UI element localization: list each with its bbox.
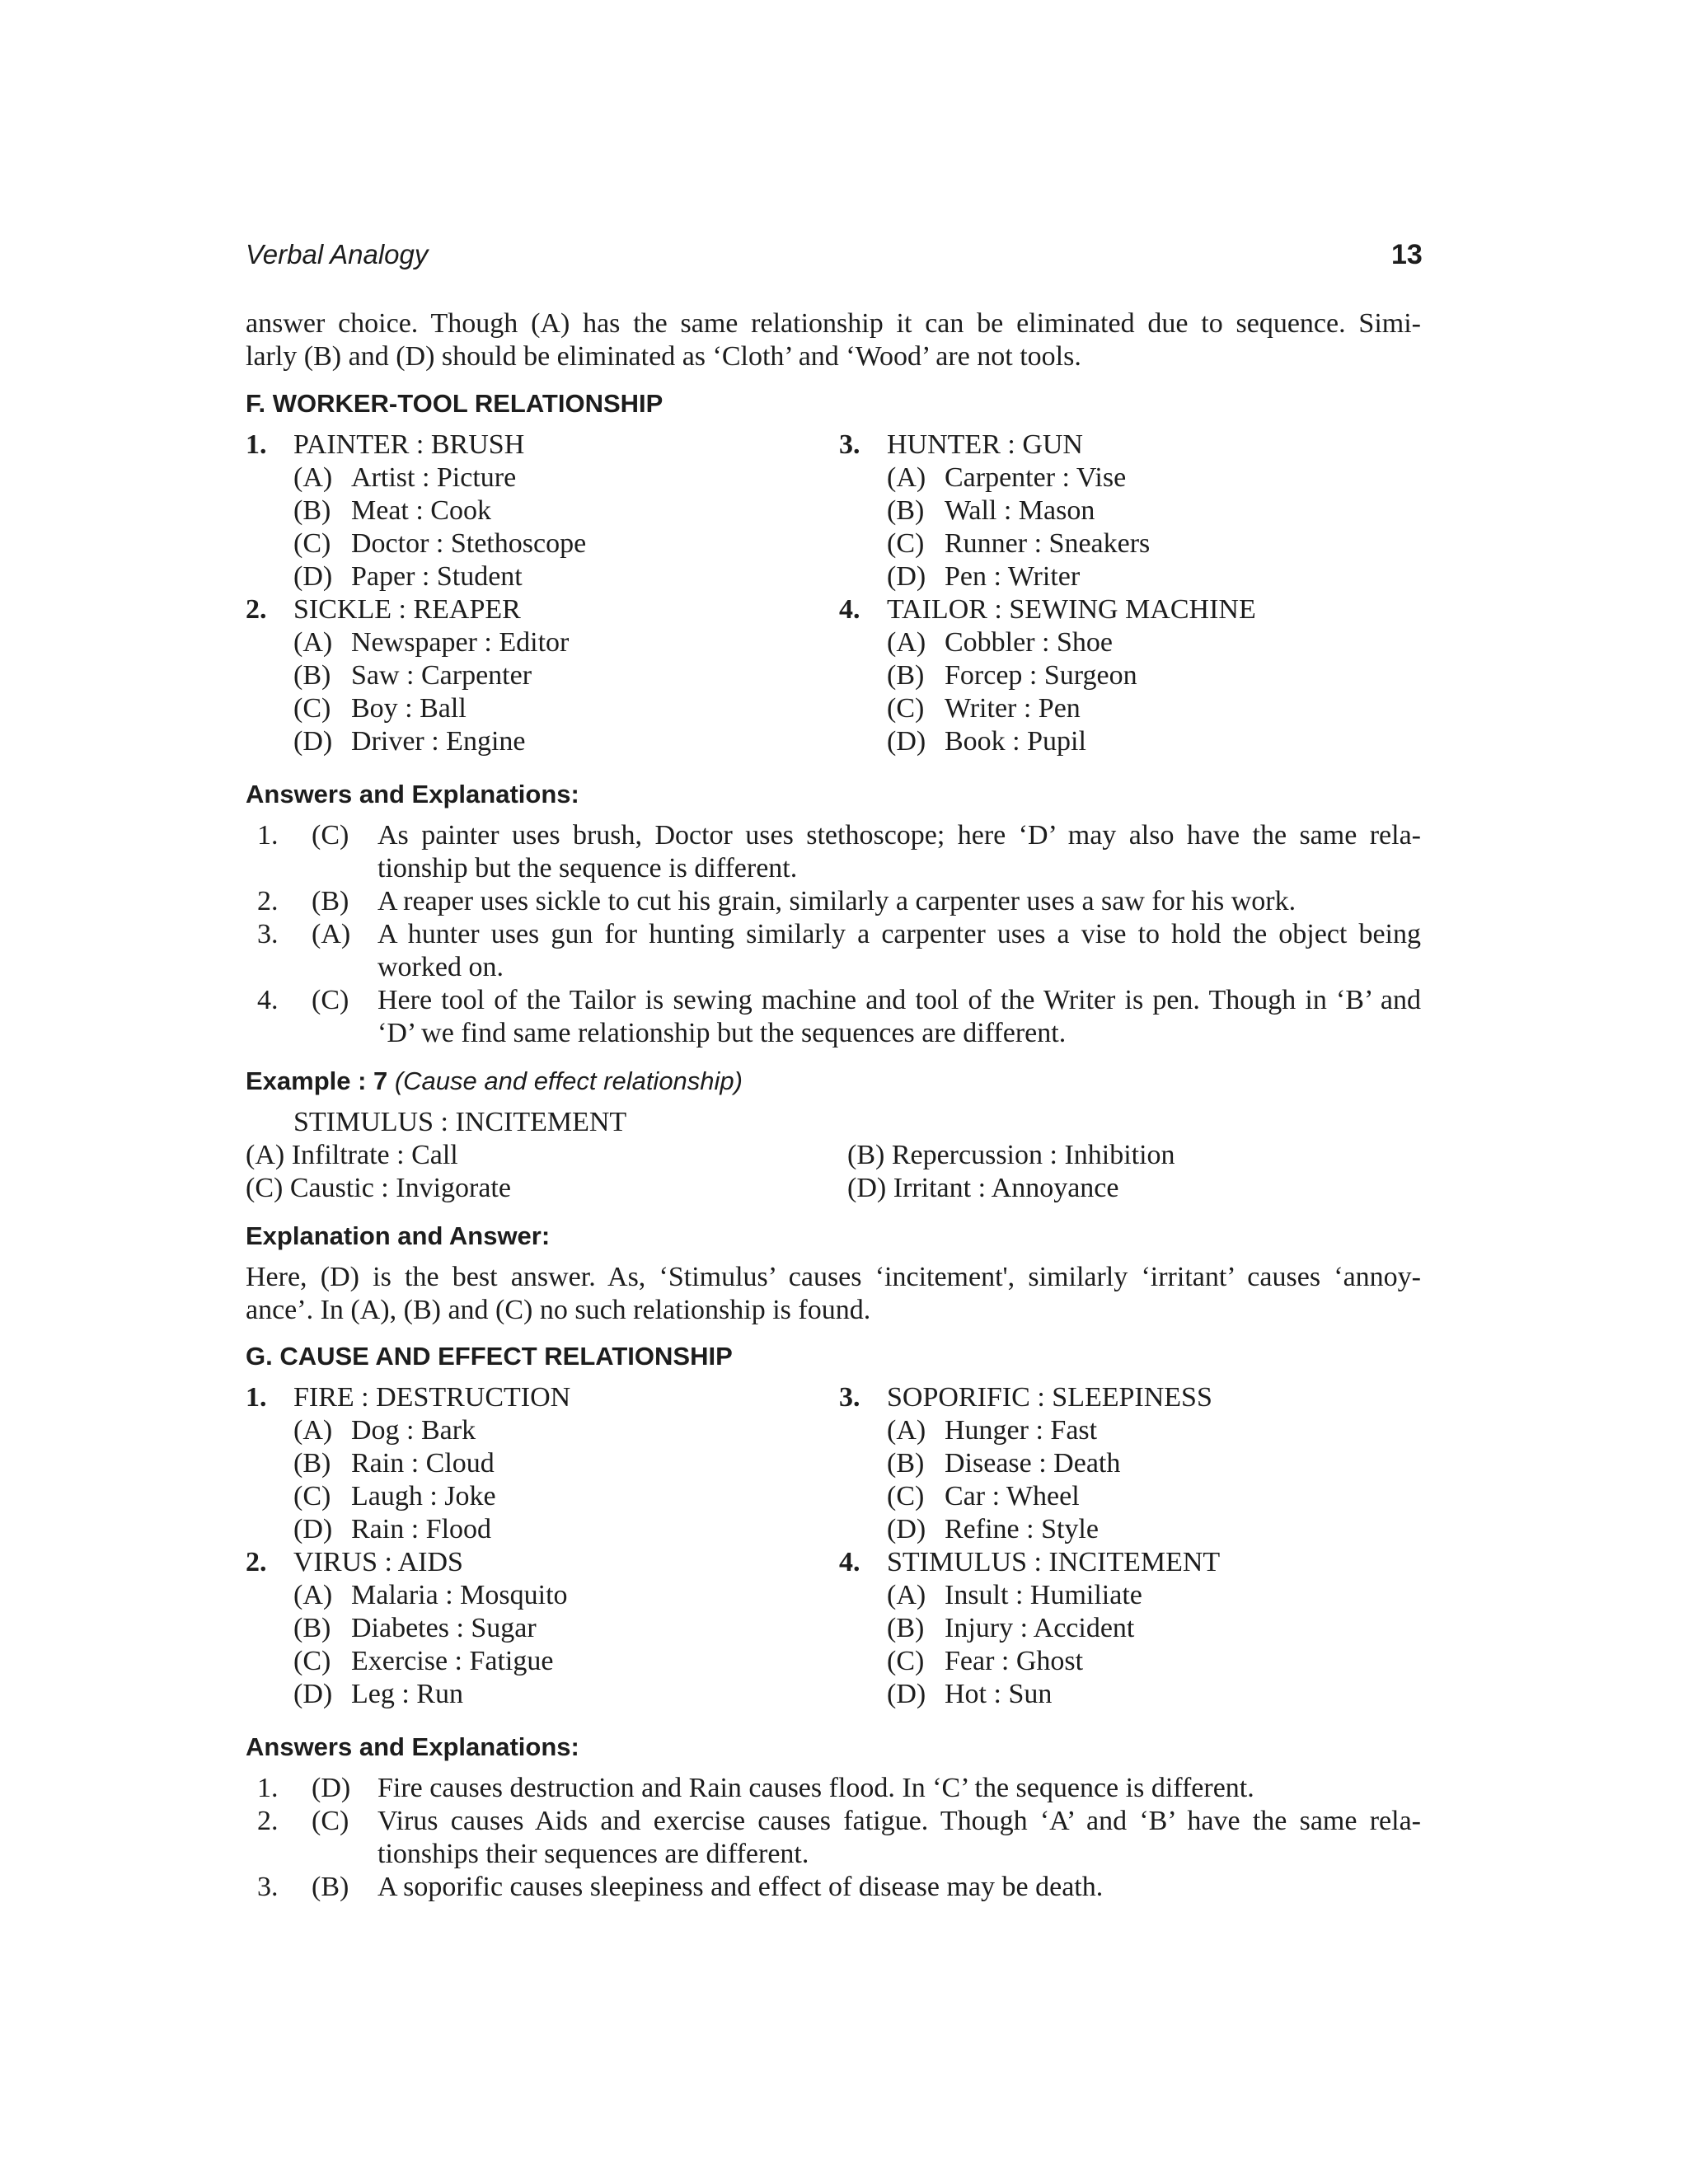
- example-stem: STIMULUS : INCITEMENT: [293, 1107, 627, 1137]
- option-letter: (D): [293, 561, 333, 592]
- option-letter: (D): [887, 561, 926, 592]
- option-text: Hunger : Fast: [945, 1415, 1098, 1446]
- option-text: Meat : Cook: [351, 495, 491, 526]
- answer-text: A reaper uses sickle to cut his grain, similarly a carpenter uses a saw for his work.: [377, 886, 1296, 916]
- intro-line-1: answer choice. Though (A) has the same relationship it can be eliminated due to sequence. Simi-: [246, 308, 1421, 339]
- answer-text-cont: worked on.: [377, 952, 504, 982]
- example-option-c: (C) Caustic : Invigorate: [246, 1173, 511, 1203]
- answer-number: 3.: [257, 919, 279, 949]
- answer-number: 3.: [257, 1872, 279, 1902]
- option-text: Injury : Accident: [945, 1613, 1135, 1643]
- section-f-heading: F. WORKER-TOOL RELATIONSHIP: [246, 389, 663, 418]
- option-letter: (A): [293, 1415, 333, 1446]
- option-text: Doctor : Stethoscope: [351, 528, 587, 559]
- option-letter: (A): [887, 1415, 926, 1446]
- option-letter: (D): [293, 1514, 333, 1544]
- option-text: Driver : Engine: [351, 726, 526, 757]
- option-text: Diabetes : Sugar: [351, 1613, 537, 1643]
- question-stem: TAILOR : SEWING MACHINE: [887, 594, 1256, 625]
- answer-choice: (A): [312, 919, 351, 949]
- option-text: Wall : Mason: [945, 495, 1095, 526]
- option-letter: (A): [887, 627, 926, 658]
- option-text: Newspaper : Editor: [351, 627, 570, 658]
- option-text: Rain : Cloud: [351, 1448, 495, 1479]
- example-label: Example : 7: [246, 1066, 388, 1095]
- answer-choice: (C): [312, 985, 349, 1015]
- answer-text: As painter uses brush, Doctor uses stethoscope; here ‘D’ may also have the same rela-: [377, 820, 1421, 851]
- option-letter: (A): [293, 462, 333, 493]
- option-text: Insult : Humiliate: [945, 1580, 1142, 1610]
- section-g-answers-heading: Answers and Explanations:: [246, 1732, 579, 1761]
- page-number: 13: [1391, 239, 1423, 270]
- example-option-a: (A) Infiltrate : Call: [246, 1140, 458, 1170]
- answer-choice: (D): [312, 1773, 351, 1803]
- option-letter: (B): [887, 1448, 925, 1479]
- answer-choice: (B): [312, 1872, 349, 1902]
- option-letter: (C): [293, 1481, 331, 1511]
- question-stem: SICKLE : REAPER: [293, 594, 521, 625]
- answer-text-cont: tionship but the sequence is different.: [377, 853, 798, 883]
- option-letter: (B): [887, 1613, 925, 1643]
- option-text: Cobbler : Shoe: [945, 627, 1113, 658]
- option-text: Disease : Death: [945, 1448, 1121, 1479]
- answer-number: 4.: [257, 985, 279, 1015]
- question-number: 4.: [839, 594, 860, 625]
- option-letter: (B): [293, 495, 331, 526]
- question-stem: PAINTER : BRUSH: [293, 429, 525, 460]
- option-letter: (B): [293, 1448, 331, 1479]
- option-letter: (D): [887, 1514, 926, 1544]
- question-stem: FIRE : DESTRUCTION: [293, 1382, 571, 1413]
- answer-text-cont: tionships their sequences are different.: [377, 1839, 809, 1869]
- question-number: 1.: [246, 1382, 267, 1413]
- option-letter: (D): [887, 1679, 926, 1709]
- option-letter: (C): [887, 528, 925, 559]
- question-stem: STIMULUS : INCITEMENT: [887, 1547, 1221, 1577]
- option-text: Boy : Ball: [351, 693, 467, 724]
- answer-text: A hunter uses gun for hunting similarly a carpenter uses a vise to hold the object being: [377, 919, 1421, 949]
- example-option-d: (D) Irritant : Annoyance: [847, 1173, 1119, 1203]
- option-letter: (B): [293, 1613, 331, 1643]
- example-subtitle: (Cause and effect relationship): [394, 1066, 743, 1095]
- section-f-answers-heading: Answers and Explanations:: [246, 780, 579, 808]
- option-letter: (C): [887, 1646, 925, 1676]
- option-text: Writer : Pen: [945, 693, 1081, 724]
- option-letter: (C): [293, 528, 331, 559]
- question-stem: HUNTER : GUN: [887, 429, 1083, 460]
- answer-choice: (B): [312, 886, 349, 916]
- option-letter: (C): [293, 693, 331, 724]
- answer-text: Here tool of the Tailor is sewing machine and tool of the Writer is pen. Though in ‘B’ and: [377, 985, 1421, 1015]
- question-number: 2.: [246, 1547, 267, 1577]
- option-text: Book : Pupil: [945, 726, 1086, 757]
- answer-number: 2.: [257, 1806, 279, 1836]
- answer-text-cont: ‘D’ we find same relationship but the sequences are different.: [377, 1018, 1067, 1048]
- option-letter: (D): [293, 1679, 333, 1709]
- option-text: Hot : Sun: [945, 1679, 1053, 1709]
- running-title: Verbal Analogy: [246, 239, 429, 269]
- option-letter: (C): [887, 1481, 925, 1511]
- option-text: Paper : Student: [351, 561, 523, 592]
- answer-number: 1.: [257, 1773, 279, 1803]
- option-text: Rain : Flood: [351, 1514, 492, 1544]
- option-letter: (B): [887, 660, 925, 691]
- question-number: 3.: [839, 1382, 860, 1413]
- option-letter: (A): [887, 1580, 926, 1610]
- question-number: 3.: [839, 429, 860, 460]
- answer-text: Virus causes Aids and exercise causes fatigue. Though ‘A’ and ‘B’ have the same rela-: [377, 1806, 1421, 1836]
- answer-text: A soporific causes sleepiness and effect of disease may be death.: [377, 1872, 1104, 1902]
- answer-number: 1.: [257, 820, 279, 851]
- option-text: Exercise : Fatigue: [351, 1646, 554, 1676]
- intro-line-2: larly (B) and (D) should be eliminated as ‘Cloth’ and ‘Wood’ are not tools.: [246, 341, 1081, 372]
- option-text: Pen : Writer: [945, 561, 1081, 592]
- option-letter: (C): [887, 693, 925, 724]
- option-letter: (B): [293, 660, 331, 691]
- option-text: Fear : Ghost: [945, 1646, 1084, 1676]
- option-text: Leg : Run: [351, 1679, 463, 1709]
- question-stem: VIRUS : AIDS: [293, 1547, 463, 1577]
- option-text: Runner : Sneakers: [945, 528, 1151, 559]
- question-stem: SOPORIFIC : SLEEPINESS: [887, 1382, 1212, 1413]
- option-text: Refine : Style: [945, 1514, 1099, 1544]
- option-text: Saw : Carpenter: [351, 660, 532, 691]
- answer-choice: (C): [312, 820, 349, 851]
- option-text: Artist : Picture: [351, 462, 517, 493]
- option-letter: (A): [293, 627, 333, 658]
- answer-text: Fire causes destruction and Rain causes flood. In ‘C’ the sequence is different.: [377, 1773, 1254, 1803]
- question-number: 2.: [246, 594, 267, 625]
- option-text: Dog : Bark: [351, 1415, 476, 1446]
- option-text: Malaria : Mosquito: [351, 1580, 568, 1610]
- option-letter: (C): [293, 1646, 331, 1676]
- answer-number: 2.: [257, 886, 279, 916]
- question-number: 4.: [839, 1547, 860, 1577]
- option-letter: (D): [293, 726, 333, 757]
- option-letter: (B): [887, 495, 925, 526]
- option-text: Carpenter : Vise: [945, 462, 1127, 493]
- option-text: Laugh : Joke: [351, 1481, 496, 1511]
- explanation-heading: Explanation and Answer:: [246, 1221, 551, 1250]
- option-letter: (D): [887, 726, 926, 757]
- example-7-heading: [246, 1065, 743, 1098]
- question-number: 1.: [246, 429, 267, 460]
- explanation-line-2: ance’. In (A), (B) and (C) no such relationship is found.: [246, 1295, 871, 1325]
- section-g-heading: G. CAUSE AND EFFECT RELATIONSHIP: [246, 1342, 733, 1371]
- option-letter: (A): [887, 462, 926, 493]
- option-text: Forcep : Surgeon: [945, 660, 1137, 691]
- option-letter: (A): [293, 1580, 333, 1610]
- example-option-b: (B) Repercussion : Inhibition: [847, 1140, 1175, 1170]
- option-text: Car : Wheel: [945, 1481, 1080, 1511]
- answer-choice: (C): [312, 1806, 349, 1836]
- explanation-line-1: Here, (D) is the best answer. As, ‘Stimulus’ causes ‘incitement', similarly ‘irritant’ causes ‘annoy-: [246, 1262, 1421, 1292]
